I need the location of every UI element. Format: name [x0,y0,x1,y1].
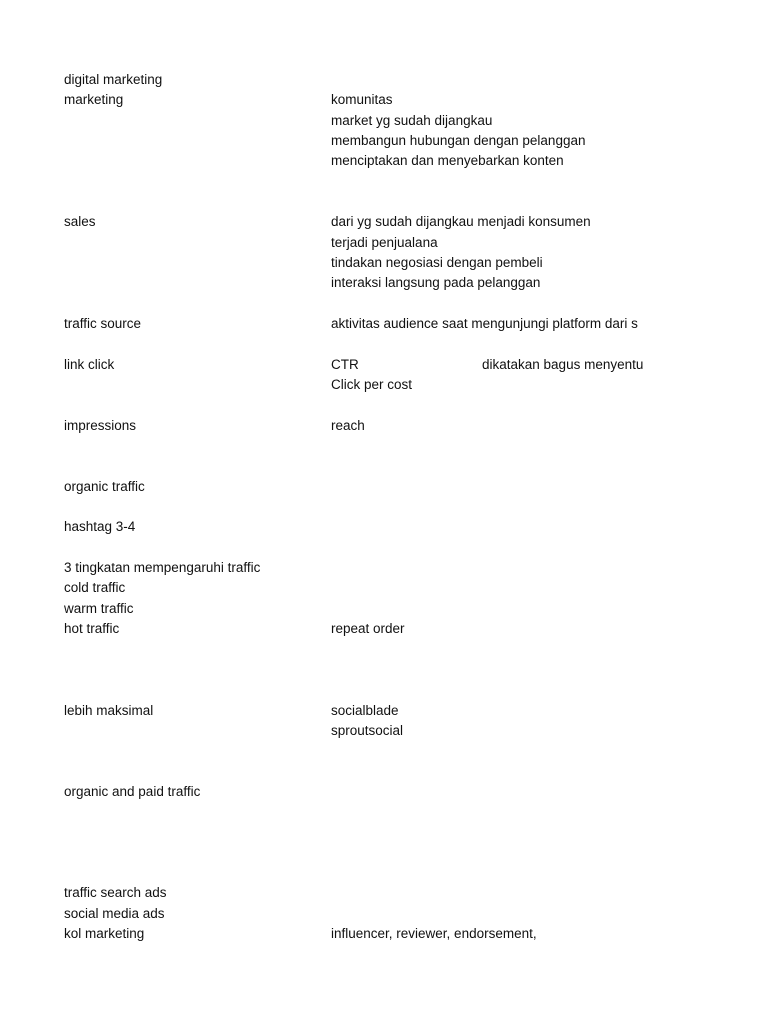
cell-a-sales: sales [64,214,96,229]
cell-b-menciptakan: menciptakan dan menyebarkan konten [331,153,564,168]
cell-b-interaksi: interaksi langsung pada pelanggan [331,275,541,290]
cell-a-hashtag: hashtag 3-4 [64,519,136,534]
cell-b-sproutsocial: sproutsocial [331,723,404,738]
cell-b-socialblade: socialblade [331,703,399,718]
cell-a-cold-traffic: cold traffic [64,580,126,595]
cell-a-traffic-source: traffic source [64,316,142,331]
cell-b-ctr: CTR [331,357,359,372]
cell-a-tingkatan: 3 tingkatan mempengaruhi traffic [64,560,261,575]
cell-b-terjadi: terjadi penjualana [331,235,438,250]
cell-a-impressions: impressions [64,418,137,433]
cell-a-marketing: marketing [64,92,124,107]
cell-a-hot-traffic: hot traffic [64,621,120,636]
cell-b-reach: reach [331,418,365,433]
cell-a-organic-paid: organic and paid traffic [64,784,201,799]
cell-b-dari: dari yg sudah dijangkau menjadi konsumen [331,214,591,229]
cell-c-dikatakan: dikatakan bagus menyentu [482,357,644,372]
cell-b-click-per-cost: Click per cost [331,377,413,392]
cell-a-digital-marketing: digital marketing [64,72,163,87]
cell-a-search-ads: traffic search ads [64,885,167,900]
cell-b-aktivitas: aktivitas audience saat mengunjungi platform dari s [331,316,638,331]
cell-a-warm-traffic: warm traffic [64,601,134,616]
cell-a-lebih-maksimal: lebih maksimal [64,703,154,718]
cell-b-membangun: membangun hubungan dengan pelanggan [331,133,586,148]
cell-b-market: market yg sudah dijangkau [331,113,493,128]
cell-b-tindakan: tindakan negosiasi dengan pembeli [331,255,543,270]
cell-b-repeat-order: repeat order [331,621,405,636]
cell-b-influencer: influencer, reviewer, endorsement, [331,926,537,941]
cell-a-link-click: link click [64,357,115,372]
cell-b-komunitas: komunitas [331,92,393,107]
cell-a-organic-traffic: organic traffic [64,479,145,494]
cell-a-social-media-ads: social media ads [64,906,165,921]
cell-a-kol-marketing: kol marketing [64,926,145,941]
